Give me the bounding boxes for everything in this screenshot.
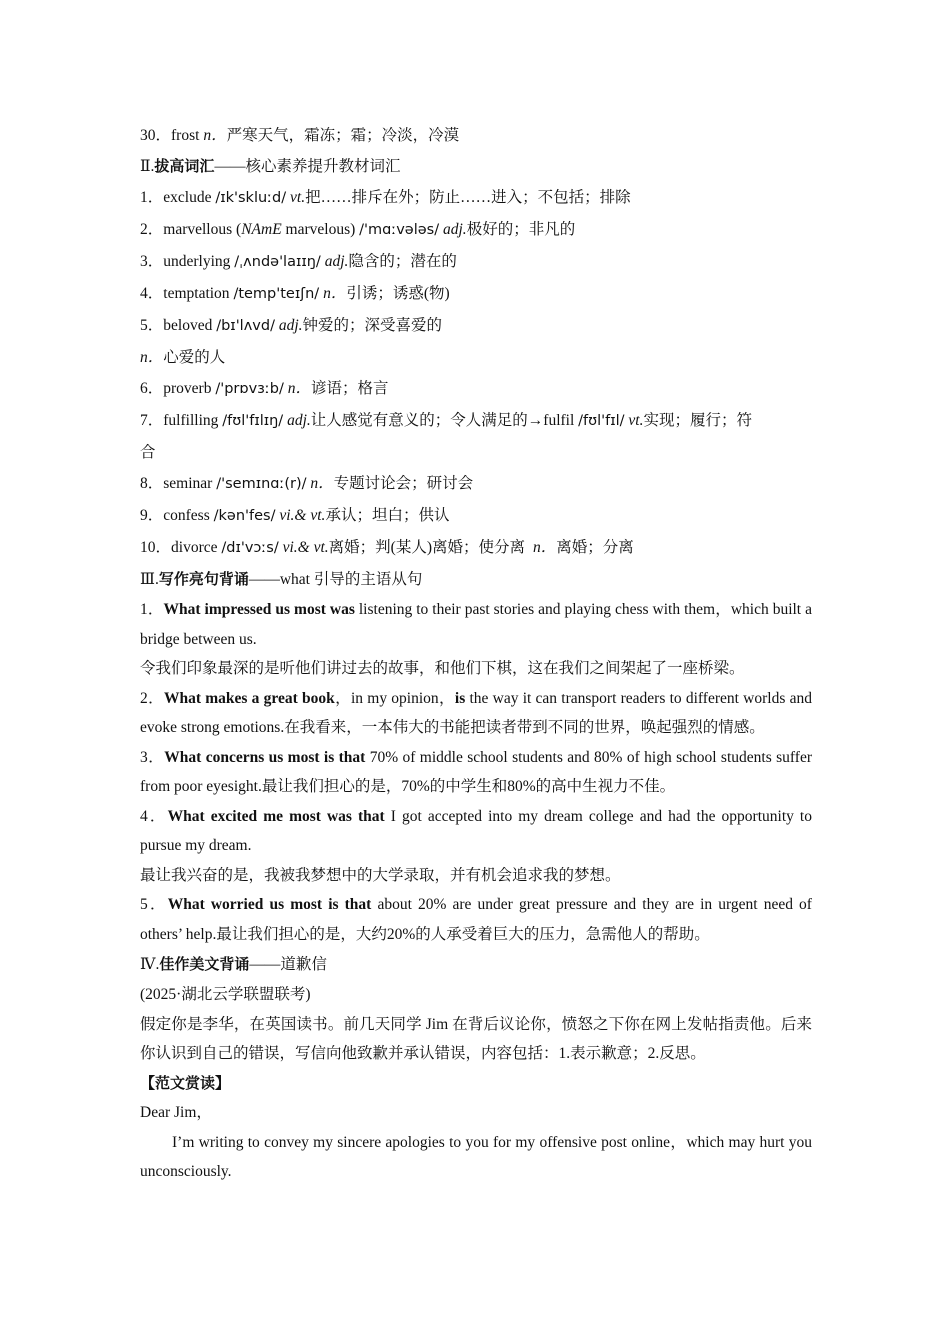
vocab-item bbox=[140, 532, 812, 564]
section-numeral: Ⅲ. bbox=[140, 571, 159, 588]
section-numeral: Ⅳ. bbox=[140, 956, 160, 973]
item-number: 2． bbox=[140, 689, 164, 707]
vocab-item bbox=[140, 405, 812, 437]
section-title: 拔高词汇 bbox=[154, 157, 215, 175]
word: exclude bbox=[163, 189, 212, 206]
meaning: 实现；履行；符 bbox=[643, 412, 752, 429]
part-of-speech: n． bbox=[287, 380, 311, 397]
part-of-speech: n． bbox=[310, 475, 334, 492]
sentence-translation: 令我们印象最深的是听他们讲过去的故事，和他们下棋，这在我们之间架起了一座桥梁。 bbox=[140, 660, 745, 677]
item-number: 30． bbox=[140, 127, 172, 144]
task-source: (2025·湖北云学联盟联考) bbox=[140, 986, 311, 1003]
sentence-text: ，in my opinion， bbox=[334, 689, 455, 707]
meaning: 极好的；非凡的 bbox=[466, 221, 576, 238]
highlight-phrase: What concerns us most is that bbox=[164, 748, 366, 766]
meaning: 让人感觉有意义的；令人满足的→ bbox=[310, 412, 544, 429]
item-number: 10． bbox=[140, 539, 172, 556]
vocab-item bbox=[140, 278, 812, 310]
sentence-text: 70% of middle school students and 80% of high school students suffer from poor eyesight.最让我们担心的是，70%的中学生和80%的高中生视力不佳。 bbox=[140, 748, 812, 795]
sentence-item bbox=[140, 890, 812, 949]
meaning: 专题讨论会；研讨会 bbox=[333, 475, 474, 492]
meaning: 引诱；诱惑(物) bbox=[346, 285, 450, 302]
variant-region: NAmE bbox=[241, 221, 282, 238]
phonetic: /'mɑːvələs/ bbox=[359, 222, 440, 238]
item-number: 4． bbox=[140, 807, 168, 825]
sentence-item bbox=[140, 802, 812, 861]
highlight-phrase: is bbox=[454, 689, 466, 707]
item-number: 1． bbox=[140, 189, 164, 206]
variant-note-open: ( bbox=[232, 221, 242, 238]
item-number: 4． bbox=[140, 285, 164, 302]
phonetic: /'prɒvɜːb/ bbox=[215, 381, 284, 397]
highlight-phrase: What excited me most was that bbox=[167, 807, 385, 825]
part-of-speech: adj. bbox=[287, 412, 311, 429]
item-number: 6． bbox=[140, 380, 164, 397]
item-number: 3． bbox=[140, 253, 164, 270]
part-of-speech: vt. bbox=[628, 412, 644, 429]
part-of-speech: vt. bbox=[290, 189, 306, 206]
part-of-speech: adj. bbox=[278, 317, 303, 334]
sentence-item bbox=[140, 743, 812, 802]
part-of-speech: n． bbox=[140, 349, 164, 366]
meaning: 严寒天气，霜冻；霜；冷淡，冷漠 bbox=[226, 127, 460, 144]
section-subtitle: ——核心素养提升教材词汇 bbox=[214, 158, 401, 175]
section-title: 写作亮句背诵 bbox=[158, 570, 249, 588]
part-of-speech: n． bbox=[532, 539, 557, 556]
highlight-phrase: What makes a great book bbox=[163, 689, 335, 707]
phonetic: /temp'teɪʃn/ bbox=[233, 286, 320, 302]
section-title: 佳作美文背诵 bbox=[159, 955, 250, 973]
phonetic: /ˌʌndə'laɪɪŋ/ bbox=[234, 254, 321, 270]
vocab-item bbox=[140, 468, 812, 500]
vocab-item-30 bbox=[140, 120, 812, 151]
item-number: 8． bbox=[140, 475, 164, 492]
part-of-speech: adj. bbox=[443, 221, 467, 238]
sentence-item bbox=[140, 684, 812, 743]
meaning: 把……排斥在外；防止……进入；不包括；排除 bbox=[305, 189, 631, 206]
vocab-item bbox=[140, 310, 812, 342]
meaning: 承认；坦白；供认 bbox=[325, 507, 450, 524]
meaning: 心爱的人 bbox=[163, 349, 226, 366]
part-of-speech: n． bbox=[323, 285, 347, 302]
vocab-item bbox=[140, 182, 812, 214]
sentence-text: the way it can transport readers to different worlds and evoke strong emotions.在我看来，一本伟大的书能把读者带到不同的世界，唤起强烈的情感。 bbox=[140, 689, 812, 736]
part-of-speech: adj. bbox=[324, 253, 349, 270]
section-heading-3 bbox=[140, 564, 812, 595]
part-of-speech: vi.& vt. bbox=[279, 507, 326, 524]
sentence-text: I got accepted into my dream college and had the opportunity to pursue my dream. bbox=[140, 807, 812, 854]
vocab-item bbox=[140, 246, 812, 278]
item-number: 7． bbox=[140, 412, 164, 429]
sentence-text: about 20% are under great pressure and they are in urgent need of others’ help.最让我们担心的是，大约20%的人承受着巨大的压力，急需他人的帮助。 bbox=[140, 896, 812, 943]
vocab-item bbox=[140, 500, 812, 532]
word: divorce bbox=[171, 539, 218, 556]
sentence-item bbox=[140, 595, 812, 654]
related-word: fulfil bbox=[543, 412, 575, 429]
vocab-item-continuation bbox=[140, 437, 812, 468]
section-heading-4 bbox=[140, 949, 812, 980]
meaning: 离婚；分离 bbox=[556, 539, 634, 556]
sentence-translation: 最让我兴奋的是，我被我梦想中的大学录取，并有机会追求我的梦想。 bbox=[140, 866, 621, 884]
item-number: 5． bbox=[140, 896, 168, 913]
task-prompt: 假定你是李华，在英国读书。前几天同学 Jim 在背后议论你，愤怒之下你在网上发帖指责他。后来你认识到自己的错误，写信向他致歉并承认错误，内容包括：1.表示歉意；2.反思。 bbox=[140, 1015, 812, 1062]
item-number: 1． bbox=[140, 601, 164, 618]
highlight-phrase: What worried us most is that bbox=[167, 896, 372, 913]
item-number: 9． bbox=[140, 507, 164, 524]
vocab-item bbox=[140, 373, 812, 405]
phonetic: /kən'fes/ bbox=[213, 508, 276, 524]
item-number: 3． bbox=[140, 748, 165, 766]
highlight-phrase: What impressed us most was bbox=[163, 601, 355, 618]
variant-word: marvelous) bbox=[281, 221, 360, 238]
word: proverb bbox=[163, 380, 212, 397]
vocab-item-continuation bbox=[140, 342, 812, 373]
meaning: 谚语；格言 bbox=[311, 380, 389, 397]
section-heading-2 bbox=[140, 151, 812, 182]
phonetic: /bɪ'lʌvd/ bbox=[216, 318, 275, 334]
word: marvellous bbox=[163, 221, 233, 238]
meaning: 离婚；判(某人)离婚；使分离 bbox=[328, 539, 525, 556]
section-subtitle: ——道歉信 bbox=[249, 956, 327, 973]
essay-heading: 【范文赏读】 bbox=[140, 1073, 231, 1092]
phonetic: /'semɪnɑː(r)/ bbox=[216, 476, 307, 492]
word: frost bbox=[171, 127, 200, 144]
item-number: 5． bbox=[140, 317, 164, 334]
word: underlying bbox=[163, 253, 231, 270]
vocab-item bbox=[140, 214, 812, 246]
phonetic: /ɪk'skluːd/ bbox=[215, 190, 287, 206]
part-of-speech: n． bbox=[203, 127, 227, 144]
document-content bbox=[140, 120, 812, 1187]
word: temptation bbox=[163, 285, 230, 302]
essay-paragraph: I’m writing to convey my sincere apologies to you for my offensive post online，which may hurt you unconsciously. bbox=[140, 1133, 812, 1180]
word: confess bbox=[163, 507, 210, 524]
meaning: 钟爱的；深受喜爱的 bbox=[302, 317, 443, 334]
word: seminar bbox=[163, 475, 213, 492]
essay-salutation: Dear Jim， bbox=[140, 1104, 212, 1121]
meaning: 隐含的；潜在的 bbox=[348, 253, 457, 270]
section-subtitle: ——what 引导的主语从句 bbox=[248, 571, 423, 588]
sentence-text: listening to their past stories and playing chess with them，which built a bridge between us. bbox=[140, 601, 812, 648]
phonetic: /fʊl'fɪl/ bbox=[578, 413, 625, 429]
item-number: 2． bbox=[140, 221, 164, 238]
part-of-speech: vi.& vt. bbox=[282, 539, 329, 556]
phonetic: /fʊl'fɪlɪŋ/ bbox=[222, 413, 284, 429]
section-numeral: Ⅱ. bbox=[140, 158, 155, 175]
meaning-continuation: 合 bbox=[140, 444, 156, 461]
word: fulfilling bbox=[163, 412, 219, 429]
phonetic: /dɪ'vɔːs/ bbox=[221, 540, 279, 556]
word: beloved bbox=[163, 317, 213, 334]
